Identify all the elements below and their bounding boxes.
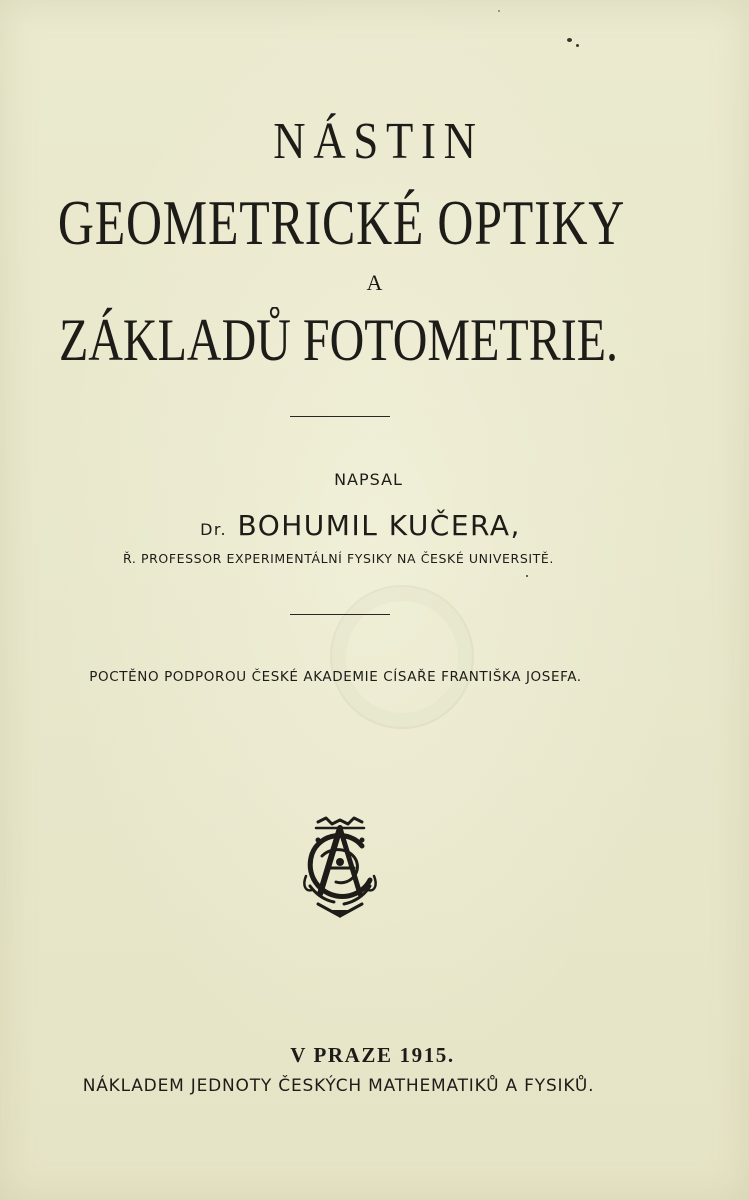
- paper-speck: [567, 38, 572, 42]
- title-conjunction: A: [366, 270, 383, 295]
- title-line-3: ZÁKLADŮ FOTOMETRIE.: [58, 307, 619, 373]
- divider-rule: [290, 614, 390, 615]
- sponsor-note: POCTĚNO PODPOROU ČESKÉ AKADEMIE CÍSAŘE FRANTIŠKA JOSEFA.: [89, 669, 582, 685]
- paper-speck: [526, 575, 528, 577]
- faded-library-stamp: [330, 585, 474, 729]
- publisher-monogram-icon: [298, 816, 382, 920]
- title-line-1: NÁSTIN: [273, 113, 484, 170]
- author-affiliation: Ř. PROFESSOR EXPERIMENTÁLNÍ FYSIKY NA ČESKÉ UNIVERSITĚ.: [123, 551, 554, 566]
- divider-rule: [290, 416, 390, 417]
- paper-speck: [498, 10, 500, 12]
- author-prefix: Dr.: [200, 520, 228, 539]
- place-and-year: V PRAZE 1915.: [290, 1043, 455, 1067]
- written-by-label: NAPSAL: [334, 470, 403, 489]
- publisher-line: NÁKLADEM JEDNOTY ČESKÝCH MATHEMATIKŮ A FYSIKŮ.: [82, 1076, 595, 1096]
- paper-speck: [576, 44, 579, 47]
- author-name: BOHUMIL KUČERA,: [237, 509, 521, 542]
- title-line-2: GEOMETRICKÉ OPTIKY: [57, 187, 626, 258]
- author-line: [0, 509, 735, 542]
